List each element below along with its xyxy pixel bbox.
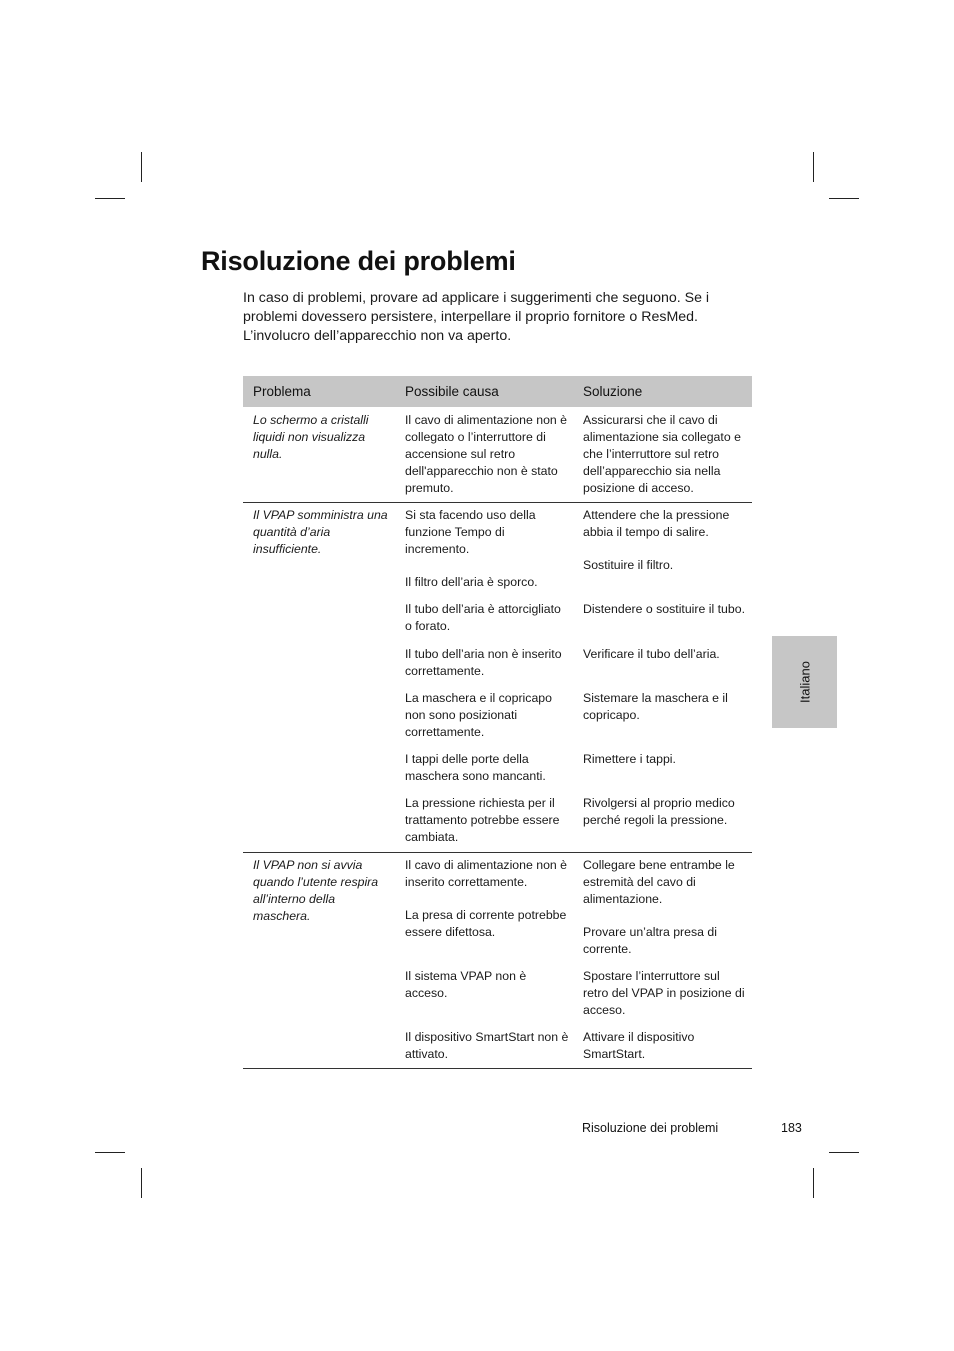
cause-cell: Il tubo dell’aria non è inserito correttamente. bbox=[405, 647, 562, 678]
crop-mark bbox=[813, 152, 814, 182]
cause-cell: Si sta facendo uso della funzione Tempo di incremento. bbox=[405, 508, 536, 556]
cause-cell: I tappi delle porte della maschera sono mancanti. bbox=[405, 752, 546, 783]
cause-cell: Il tubo dell’aria è attorcigliato o forato. bbox=[405, 602, 561, 633]
header-solution: Soluzione bbox=[583, 384, 643, 399]
solution-cell: Distendere o sostituire il tubo. bbox=[583, 602, 745, 616]
crop-mark bbox=[829, 198, 859, 199]
cause-cell: Il filtro dell’aria è sporco. bbox=[405, 575, 538, 589]
intro-line: In caso di problemi, provare ad applicare i suggerimenti che seguono. Se i bbox=[243, 290, 710, 306]
problem-cell: Lo schermo a cristalli liquidi non visualizza nulla. bbox=[253, 413, 369, 461]
crop-mark bbox=[141, 152, 142, 182]
problem-cell: Il VPAP non si avvia quando l’utente respira all’interno della maschera. bbox=[253, 858, 379, 923]
language-tab bbox=[772, 636, 837, 728]
solution-cell: Collegare bene entrambe le estremità del cavo di alimentazione. bbox=[583, 858, 735, 906]
cause-cell: La presa di corrente potrebbe essere difettosa. bbox=[405, 908, 567, 939]
header-problem: Problema bbox=[253, 384, 311, 399]
crop-mark bbox=[829, 1152, 859, 1153]
cause-cell: Il cavo di alimentazione non è inserito correttamente. bbox=[405, 858, 568, 889]
header-cause: Possibile causa bbox=[405, 384, 499, 399]
solution-cell: Attivare il dispositivo SmartStart. bbox=[583, 1030, 695, 1061]
solution-cell: Rimettere i tappi. bbox=[583, 752, 676, 766]
cause-cell: Il dispositivo SmartStart non è attivato. bbox=[405, 1030, 569, 1061]
solution-cell: Sistemare la maschera e il copricapo. bbox=[583, 691, 728, 722]
cause-cell: La pressione richiesta per il trattamento potrebbe essere cambiata. bbox=[405, 796, 560, 844]
intro-line: L’involucro dell’apparecchio non va aperto. bbox=[243, 328, 512, 344]
crop-mark bbox=[141, 1168, 142, 1198]
solution-cell: Attendere che la pressione abbia il tempo di salire. bbox=[583, 508, 730, 539]
table-header bbox=[243, 376, 752, 407]
solution-cell: Assicurarsi che il cavo di alimentazione sia collegato e che l’interruttore sul retro dell’apparecchio sia nella posizione di acceso. bbox=[583, 413, 741, 495]
troubleshooting-table bbox=[243, 376, 752, 1069]
footer-section-title: Risoluzione dei problemi bbox=[582, 1121, 719, 1135]
solution-cell: Verificare il tubo dell’aria. bbox=[583, 647, 720, 661]
language-tab-label: Italiano bbox=[797, 661, 812, 703]
cause-cell: Il cavo di alimentazione non è collegato o l’interruttore di accensione sul retro dell'apparecchio non è stato premuto. bbox=[405, 413, 568, 495]
crop-mark bbox=[813, 1168, 814, 1198]
table-group bbox=[243, 503, 752, 853]
table-group bbox=[243, 407, 752, 503]
table-group bbox=[243, 853, 752, 1069]
page-number: 183 bbox=[781, 1121, 802, 1135]
cause-cell: La maschera e il copricapo non sono posizionati correttamente. bbox=[405, 691, 552, 739]
solution-cell: Provare un’altra presa di corrente. bbox=[583, 925, 717, 956]
cause-cell: Il sistema VPAP non è acceso. bbox=[405, 969, 527, 1000]
solution-cell: Spostare l’interruttore sul retro del VPAP in posizione di acceso. bbox=[583, 969, 745, 1017]
crop-mark bbox=[95, 1152, 125, 1153]
solution-cell: Rivolgersi al proprio medico perché regoli la pressione. bbox=[583, 796, 735, 827]
problem-cell: Il VPAP somministra una quantità d’aria insufficiente. bbox=[253, 508, 388, 556]
crop-mark bbox=[95, 198, 125, 199]
intro-line: problemi dovessero persistere, interpellare il proprio fornitore o ResMed. bbox=[243, 309, 698, 325]
page-title: Risoluzione dei problemi bbox=[201, 246, 516, 276]
solution-cell: Sostituire il filtro. bbox=[583, 558, 674, 572]
intro-paragraph bbox=[243, 289, 753, 346]
